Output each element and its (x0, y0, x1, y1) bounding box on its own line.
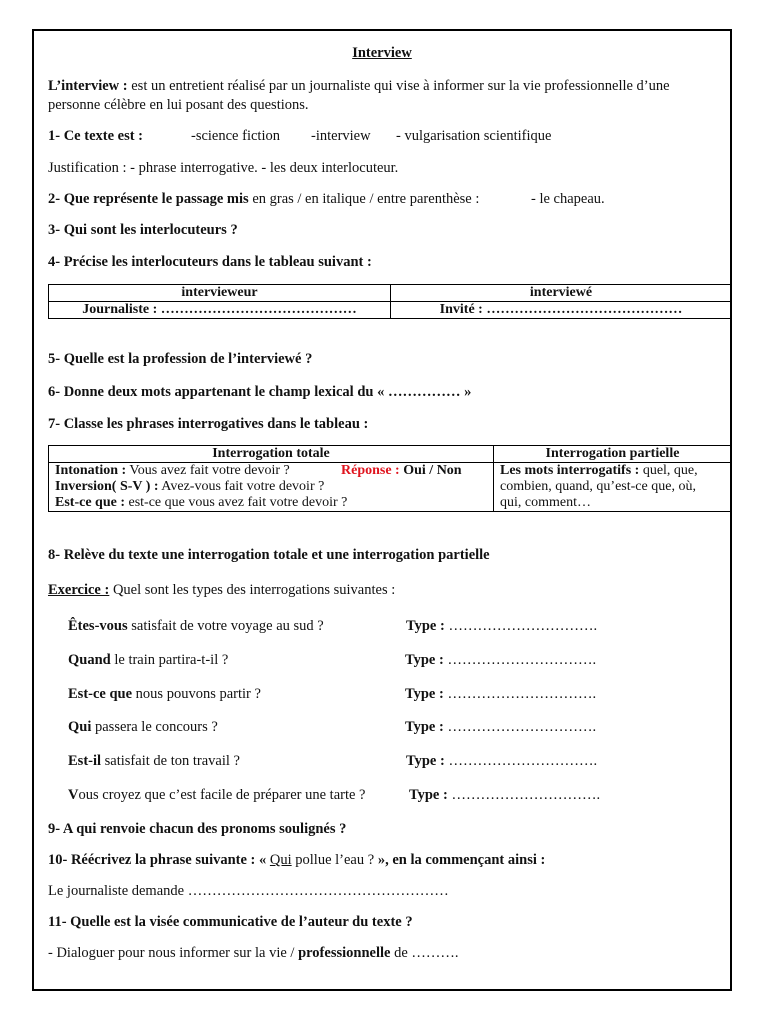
exercice-header (48, 581, 716, 599)
item-2-dots: …………………………. (443, 652, 597, 668)
item-3-type (405, 685, 596, 703)
question-11 (48, 913, 716, 931)
mots-text-1: quel, que, (639, 463, 698, 478)
exercice-item-1 (68, 617, 716, 635)
question-11-answer (48, 944, 716, 962)
item-3-bold: Est-ce que (68, 686, 133, 702)
estce-text: est-ce que vous avez fait votre devoir ? (125, 495, 348, 510)
header-interrogation-partielle: Interrogation partielle (494, 446, 732, 463)
question-5-label: 5- Quelle est la profession de l’interviewé ? (48, 351, 313, 367)
item-3-type-label: Type : (405, 686, 444, 702)
question-8-label: 8- Relève du texte une interrogation totale et une interrogation partielle (48, 547, 490, 563)
question-2 (48, 190, 716, 208)
interlocutors-table (48, 284, 732, 319)
header-interviewe: interviewé (391, 285, 732, 302)
item-2-bold: Quand (68, 652, 111, 668)
item-4-bold: Qui (68, 719, 92, 735)
exercice-item-2 (68, 651, 716, 669)
exercice-item-6 (68, 786, 716, 804)
reponse-label: Réponse : (341, 463, 400, 478)
header-intervieweur: intervieweur (49, 285, 391, 302)
question-10-qui: Qui (269, 852, 292, 868)
item-5-type-label: Type : (406, 753, 445, 769)
item-3-dots: …………………………. (443, 686, 597, 702)
exercice-item-4 (68, 718, 716, 736)
mots-label: Les mots interrogatifs : (500, 463, 640, 478)
item-6-bold: V (68, 787, 79, 803)
item-5-dots: …………………………. (444, 753, 598, 769)
answer-11-end: de ………. (390, 945, 459, 961)
question-9 (48, 820, 716, 838)
cell-journaliste: Journaliste : …………………………………… (49, 302, 391, 319)
question-7-label: 7- Classe les phrases interrogatives dans le tableau : (48, 416, 369, 432)
item-4-dots: …………………………. (443, 719, 597, 735)
question-2-answer: - le chapeau. (531, 191, 605, 207)
item-1-type-label: Type : (406, 618, 445, 634)
question-11-label: 11- Quelle est la visée communicative de l’auteur du texte ? (48, 914, 413, 930)
item-4-type (405, 718, 596, 736)
reponse-value: Oui / Non (399, 463, 462, 478)
intonation-text: Vous avez fait votre devoir ? (126, 463, 290, 478)
item-2-type (405, 651, 596, 669)
question-1 (48, 127, 716, 145)
question-4 (48, 253, 716, 271)
cell-invite: Invité : …………………………………… (391, 302, 732, 319)
option-vulgarisation: - vulgarisation scientifique (396, 128, 552, 144)
item-5-type (406, 752, 597, 770)
mots-line-1 (500, 463, 725, 479)
item-5-bold: Est-il (68, 753, 102, 769)
question-3-label: 3- Qui sont les interlocuteurs ? (48, 222, 238, 238)
item-6-dots: …………………………. (447, 787, 601, 803)
inversion-line (55, 479, 487, 495)
option-science-fiction: -science fiction (191, 128, 280, 144)
item-4-type-label: Type : (405, 719, 444, 735)
inversion-text: Avez-vous fait votre devoir ? (158, 479, 325, 494)
question-3 (48, 221, 716, 239)
answer-11-bold: professionnelle (298, 945, 391, 961)
question-6-label: 6- Donne deux mots appartenant le champ lexical du « …………… » (48, 384, 472, 400)
interrogation-table (48, 445, 732, 512)
item-2-type-label: Type : (405, 652, 444, 668)
intonation-label: Intonation : (55, 463, 127, 478)
exercice-item-3 (68, 685, 716, 703)
intonation-line (55, 463, 487, 479)
mots-text-2: combien, quand, qu’est-ce que, où, (500, 479, 696, 494)
exercice-instruction: Quel sont les types des interrogations suivantes : (109, 582, 396, 598)
answer-11-start: - Dialoguer pour nous informer sur la vie / (48, 945, 299, 961)
question-5 (48, 350, 716, 368)
question-6 (48, 383, 716, 401)
mots-text-3: qui, comment… (500, 495, 591, 510)
cell-interrogation-totale (49, 463, 494, 512)
item-1-type (406, 617, 597, 635)
item-6-type-label: Type : (409, 787, 448, 803)
item-4-text: passera le concours ? (91, 719, 218, 735)
question-4-label: 4- Précise les interlocuteurs dans le tableau suivant : (48, 254, 372, 270)
question-9-label: 9- A qui renvoie chacun des pronoms soulignés ? (48, 821, 347, 837)
option-interview: -interview (311, 128, 371, 144)
exercice-label: Exercice : (48, 582, 110, 598)
question-2-text: en gras / en italique / entre parenthèse : (248, 191, 480, 207)
question-8 (48, 546, 716, 564)
question-7 (48, 415, 716, 433)
question-1-label: 1- Ce texte est : (48, 128, 144, 144)
item-1-text: satisfait de votre voyage au sud ? (127, 618, 324, 634)
inversion-label: Inversion( S-V ) : (55, 479, 159, 494)
intro-term: L’interview : (48, 78, 128, 94)
exercice-item-5 (68, 752, 716, 770)
intro-line-1 (48, 77, 716, 95)
header-interrogation-totale: Interrogation totale (49, 446, 494, 463)
intro-line-2: personne célèbre en lui posant des questions. (48, 97, 309, 113)
item-2-text: le train partira-t-il ? (110, 652, 229, 668)
justification: Justification : - phrase interrogative. - les deux interlocuteur. (48, 160, 399, 176)
question-10-answer: Le journaliste demande ……………………………………………… (48, 883, 449, 899)
item-1-dots: …………………………. (444, 618, 598, 634)
worksheet-page (32, 29, 732, 991)
question-2-label: 2- Que représente le passage mis (48, 191, 249, 207)
item-3-text: nous pouvons partir ? (132, 686, 261, 702)
reponse-line (341, 463, 462, 479)
item-5-text: satisfait de ton travail ? (101, 753, 240, 769)
item-6-type (409, 786, 600, 804)
cell-interrogation-partielle (494, 463, 732, 512)
question-10 (48, 851, 716, 869)
estce-label: Est-ce que : (55, 495, 125, 510)
item-1-bold: Êtes-vous (68, 618, 128, 634)
question-10-label: 10- Réécrivez la phrase suivante : « (48, 852, 267, 868)
intro-text-1: est un entretient réalisé par un journaliste qui vise à informer sur la vie professionnelle d’une (127, 78, 670, 94)
estce-line (55, 495, 487, 511)
item-6-text: ous croyez que c’est facile de préparer une tarte ? (78, 787, 366, 803)
page-title: Interview (352, 45, 412, 61)
question-10-end: », en la commençant ainsi : (374, 852, 546, 868)
question-10-phrase: pollue l’eau ? (291, 852, 375, 868)
